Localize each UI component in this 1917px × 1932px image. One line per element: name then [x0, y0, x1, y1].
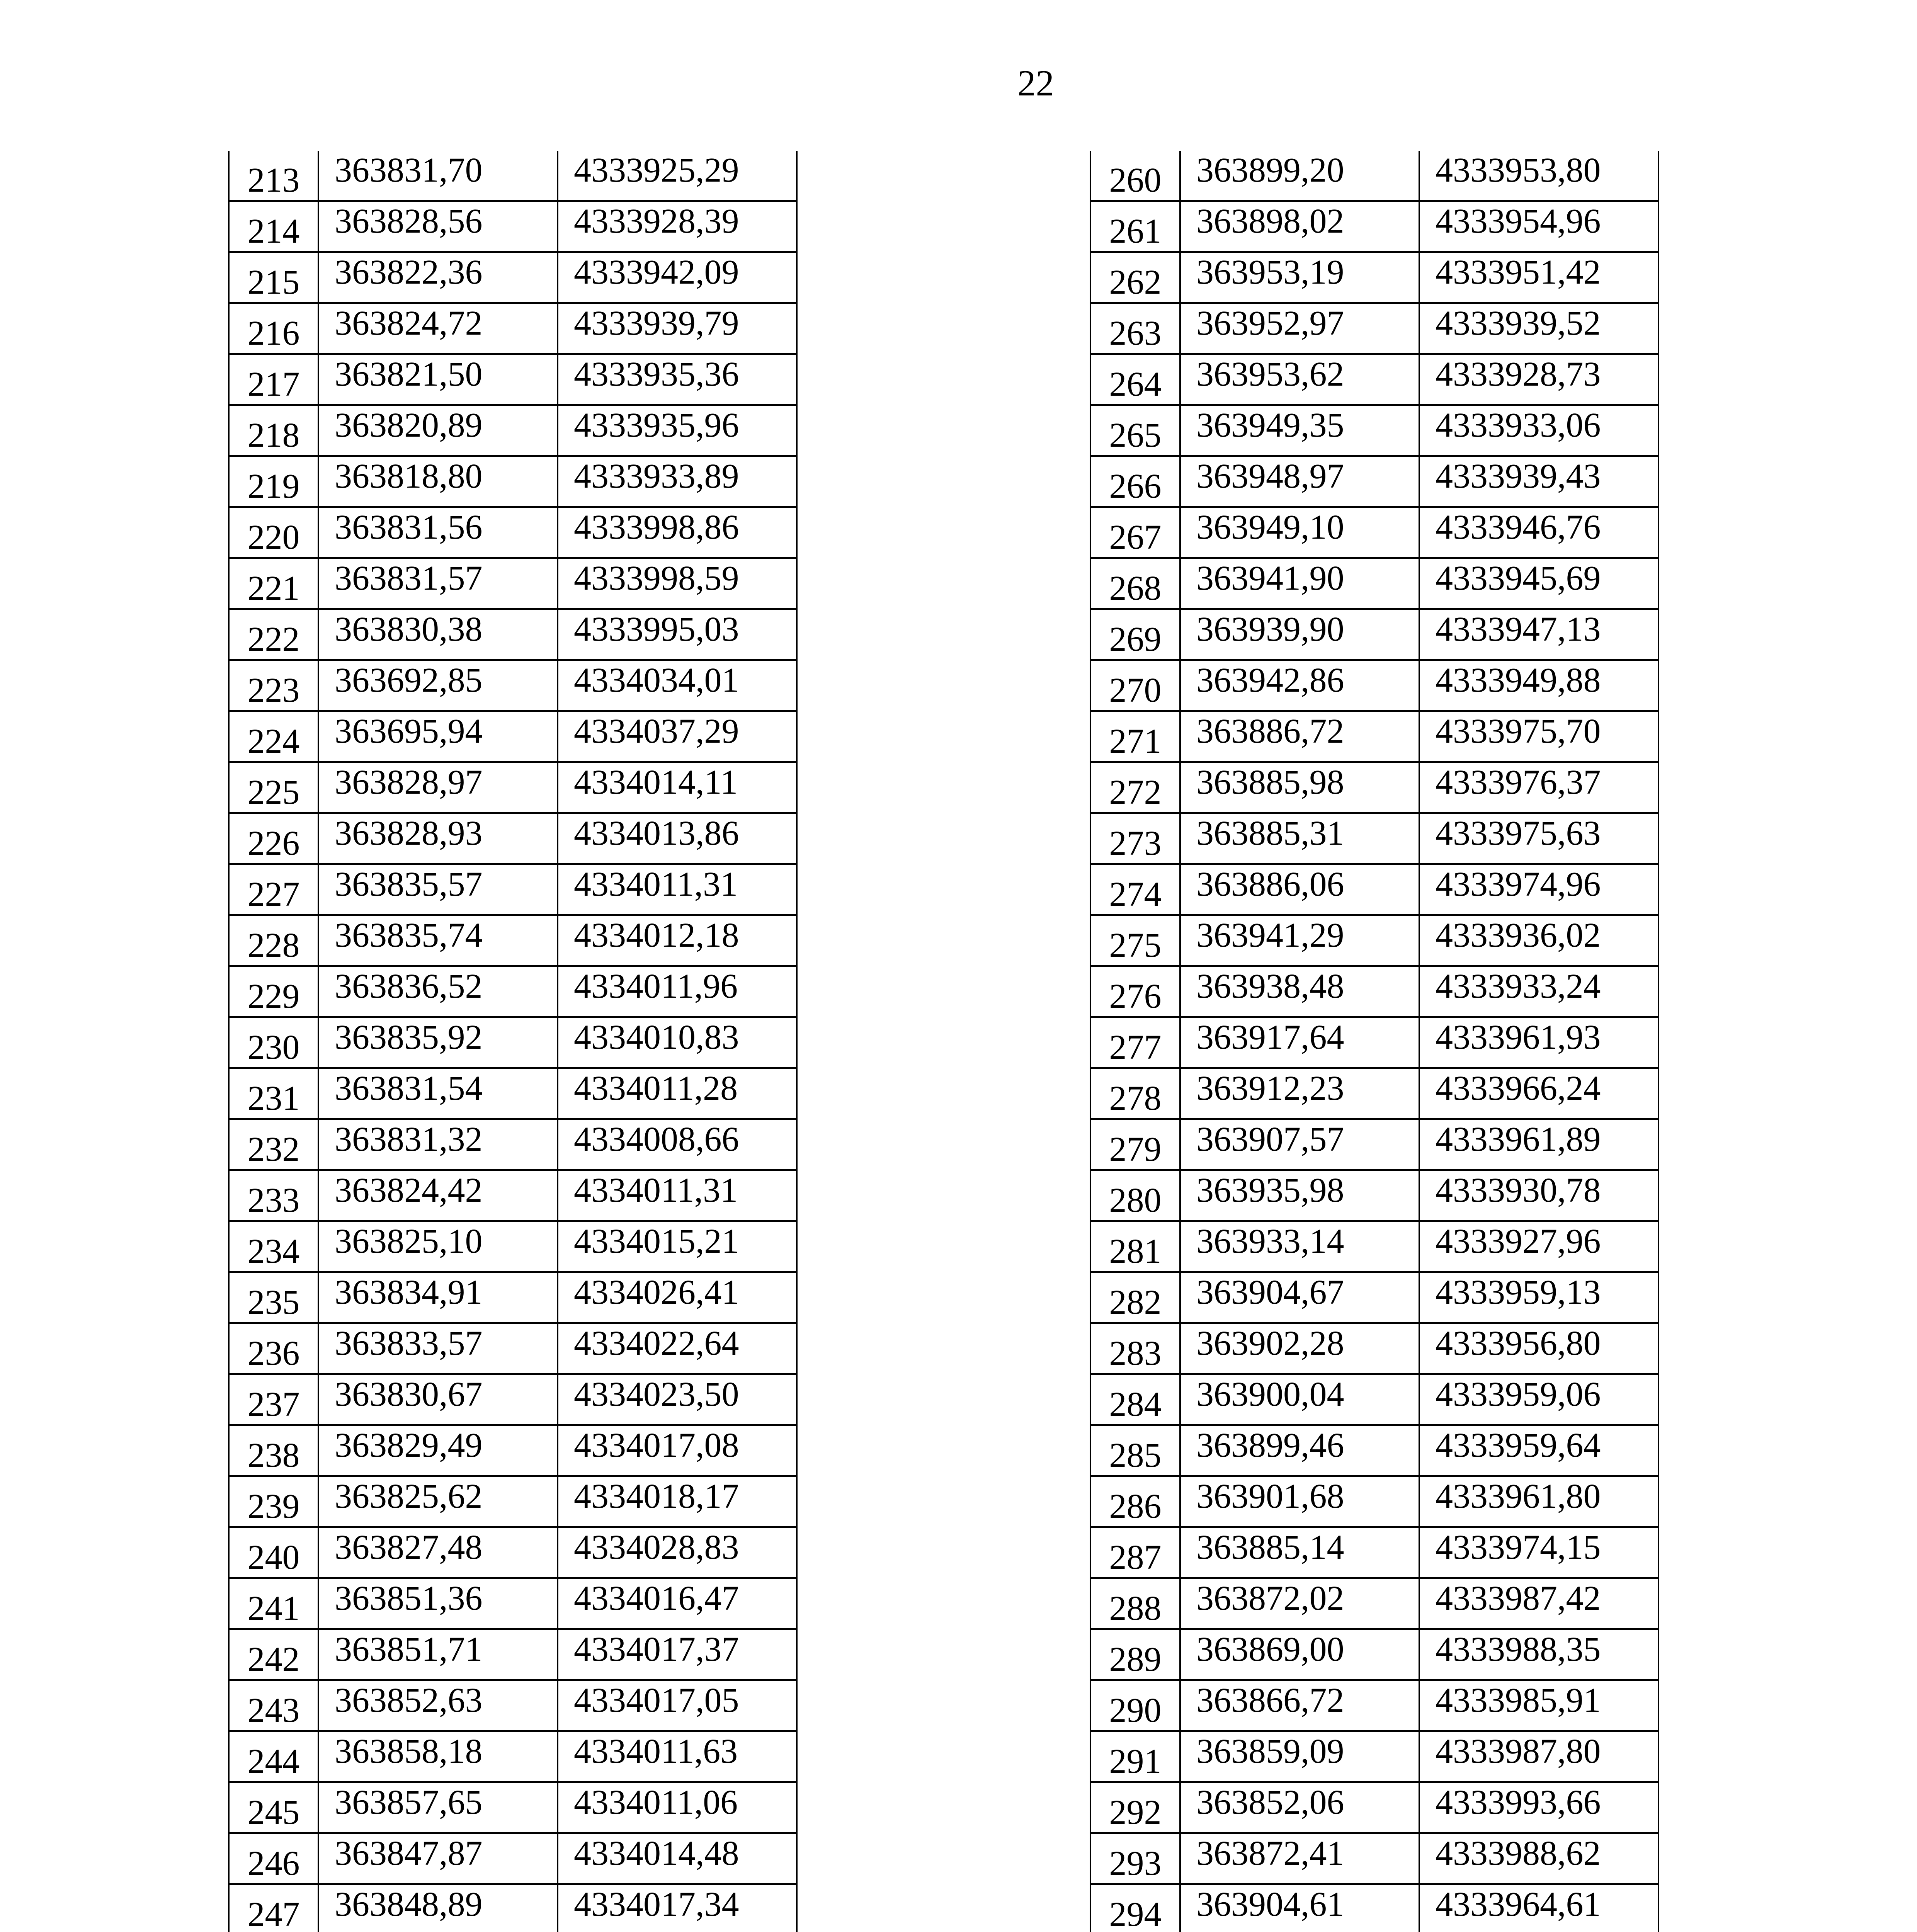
y-coordinate-cell: 4333939,79: [558, 303, 797, 354]
table-row: [1090, 456, 1658, 507]
point-number-cell: 271: [1090, 711, 1180, 762]
table-row: [229, 1017, 797, 1068]
y-coordinate-cell: 4334013,86: [558, 813, 797, 864]
y-coordinate-cell: 4333959,64: [1419, 1425, 1658, 1476]
y-coordinate-cell: 4334015,21: [558, 1221, 797, 1272]
point-number-cell: 290: [1090, 1680, 1180, 1731]
y-coordinate-cell: 4333974,15: [1419, 1527, 1658, 1578]
y-coordinate-cell: 4333942,09: [558, 252, 797, 303]
x-coordinate-cell: 363831,54: [318, 1068, 558, 1119]
x-coordinate-cell: 363938,48: [1180, 966, 1419, 1017]
x-coordinate-cell: 363953,62: [1180, 354, 1419, 405]
y-coordinate-cell: 4333988,35: [1419, 1629, 1658, 1680]
table-row: [229, 1425, 797, 1476]
x-coordinate-cell: 363904,61: [1180, 1884, 1419, 1932]
table-row: [229, 1221, 797, 1272]
x-coordinate-cell: 363935,98: [1180, 1170, 1419, 1221]
point-number-cell: 279: [1090, 1119, 1180, 1170]
x-coordinate-cell: 363902,28: [1180, 1323, 1419, 1374]
x-coordinate-cell: 363818,80: [318, 456, 558, 507]
table-row: [229, 915, 797, 966]
y-coordinate-cell: 4333993,66: [1419, 1782, 1658, 1833]
table-row: [229, 201, 797, 252]
table-row: [229, 1782, 797, 1833]
table-row: [1090, 1017, 1658, 1068]
x-coordinate-cell: 363848,89: [318, 1884, 558, 1932]
y-coordinate-cell: 4334008,66: [558, 1119, 797, 1170]
point-number-cell: 247: [229, 1884, 318, 1932]
x-coordinate-cell: 363829,49: [318, 1425, 558, 1476]
y-coordinate-cell: 4334022,64: [558, 1323, 797, 1374]
table-row: [229, 303, 797, 354]
point-number-cell: 270: [1090, 660, 1180, 711]
point-number-cell: 280: [1090, 1170, 1180, 1221]
point-number-cell: 219: [229, 456, 318, 507]
table-row: [1090, 1272, 1658, 1323]
y-coordinate-cell: 4333959,13: [1419, 1272, 1658, 1323]
table-row: [229, 558, 797, 609]
point-number-cell: 218: [229, 405, 318, 456]
y-coordinate-cell: 4333935,36: [558, 354, 797, 405]
table-row: [229, 813, 797, 864]
table-row: [1090, 1680, 1658, 1731]
table-row: [229, 660, 797, 711]
table-row: [1090, 1629, 1658, 1680]
y-coordinate-cell: 4333953,80: [1419, 151, 1658, 201]
y-coordinate-cell: 4333961,93: [1419, 1017, 1658, 1068]
point-number-cell: 294: [1090, 1884, 1180, 1932]
y-coordinate-cell: 4333998,86: [558, 507, 797, 558]
x-coordinate-cell: 363836,52: [318, 966, 558, 1017]
coordinates-table-body: [229, 151, 797, 1932]
coordinates-table-body: [1090, 151, 1658, 1932]
table-row: [1090, 1119, 1658, 1170]
x-coordinate-cell: 363828,56: [318, 201, 558, 252]
x-coordinate-cell: 363835,92: [318, 1017, 558, 1068]
x-coordinate-cell: 363901,68: [1180, 1476, 1419, 1527]
y-coordinate-cell: 4333933,89: [558, 456, 797, 507]
y-coordinate-cell: 4334011,96: [558, 966, 797, 1017]
x-coordinate-cell: 363949,10: [1180, 507, 1419, 558]
y-coordinate-cell: 4333964,61: [1419, 1884, 1658, 1932]
y-coordinate-cell: 4333961,80: [1419, 1476, 1658, 1527]
y-coordinate-cell: 4334011,06: [558, 1782, 797, 1833]
table-row: [229, 1680, 797, 1731]
point-number-cell: 272: [1090, 762, 1180, 813]
y-coordinate-cell: 4334011,31: [558, 1170, 797, 1221]
point-number-cell: 277: [1090, 1017, 1180, 1068]
table-row: [229, 1374, 797, 1425]
x-coordinate-cell: 363825,10: [318, 1221, 558, 1272]
y-coordinate-cell: 4333935,96: [558, 405, 797, 456]
point-number-cell: 214: [229, 201, 318, 252]
y-coordinate-cell: 4333939,43: [1419, 456, 1658, 507]
page-number: 22: [1017, 63, 1054, 104]
point-number-cell: 291: [1090, 1731, 1180, 1782]
x-coordinate-cell: 363907,57: [1180, 1119, 1419, 1170]
point-number-cell: 238: [229, 1425, 318, 1476]
point-number-cell: 285: [1090, 1425, 1180, 1476]
table-row: [1090, 1221, 1658, 1272]
table-row: [229, 609, 797, 660]
coordinates-table-left: [228, 151, 798, 1932]
point-number-cell: 287: [1090, 1527, 1180, 1578]
point-number-cell: 234: [229, 1221, 318, 1272]
x-coordinate-cell: 363885,98: [1180, 762, 1419, 813]
x-coordinate-cell: 363692,85: [318, 660, 558, 711]
y-coordinate-cell: 4333928,39: [558, 201, 797, 252]
x-coordinate-cell: 363942,86: [1180, 660, 1419, 711]
point-number-cell: 220: [229, 507, 318, 558]
y-coordinate-cell: 4334016,47: [558, 1578, 797, 1629]
x-coordinate-cell: 363828,97: [318, 762, 558, 813]
point-number-cell: 243: [229, 1680, 318, 1731]
y-coordinate-cell: 4334011,63: [558, 1731, 797, 1782]
y-coordinate-cell: 4333945,69: [1419, 558, 1658, 609]
table-row: [1090, 354, 1658, 405]
point-number-cell: 229: [229, 966, 318, 1017]
x-coordinate-cell: 363899,20: [1180, 151, 1419, 201]
x-coordinate-cell: 363939,90: [1180, 609, 1419, 660]
point-number-cell: 264: [1090, 354, 1180, 405]
y-coordinate-cell: 4333987,80: [1419, 1731, 1658, 1782]
point-number-cell: 292: [1090, 1782, 1180, 1833]
point-number-cell: 263: [1090, 303, 1180, 354]
coordinates-table-right: [1090, 151, 1659, 1932]
x-coordinate-cell: 363912,23: [1180, 1068, 1419, 1119]
table-row: [229, 1833, 797, 1884]
table-row: [1090, 864, 1658, 915]
x-coordinate-cell: 363828,93: [318, 813, 558, 864]
point-number-cell: 227: [229, 864, 318, 915]
y-coordinate-cell: 4333925,29: [558, 151, 797, 201]
table-row: [229, 507, 797, 558]
table-row: [1090, 762, 1658, 813]
point-number-cell: 230: [229, 1017, 318, 1068]
point-number-cell: 240: [229, 1527, 318, 1578]
x-coordinate-cell: 363917,64: [1180, 1017, 1419, 1068]
point-number-cell: 260: [1090, 151, 1180, 201]
x-coordinate-cell: 363833,57: [318, 1323, 558, 1374]
y-coordinate-cell: 4333976,37: [1419, 762, 1658, 813]
point-number-cell: 241: [229, 1578, 318, 1629]
table-row: [1090, 1425, 1658, 1476]
table-row: [229, 1170, 797, 1221]
table-row: [229, 1068, 797, 1119]
table-row: [229, 456, 797, 507]
point-number-cell: 286: [1090, 1476, 1180, 1527]
x-coordinate-cell: 363885,14: [1180, 1527, 1419, 1578]
y-coordinate-cell: 4333988,62: [1419, 1833, 1658, 1884]
point-number-cell: 273: [1090, 813, 1180, 864]
table-row: [1090, 1527, 1658, 1578]
y-coordinate-cell: 4333975,70: [1419, 711, 1658, 762]
y-coordinate-cell: 4333939,52: [1419, 303, 1658, 354]
point-number-cell: 221: [229, 558, 318, 609]
point-number-cell: 269: [1090, 609, 1180, 660]
point-number-cell: 281: [1090, 1221, 1180, 1272]
table-row: [229, 1272, 797, 1323]
x-coordinate-cell: 363872,41: [1180, 1833, 1419, 1884]
table-row: [1090, 711, 1658, 762]
table-row: [1090, 1170, 1658, 1221]
table-row: [1090, 1782, 1658, 1833]
x-coordinate-cell: 363886,72: [1180, 711, 1419, 762]
x-coordinate-cell: 363834,91: [318, 1272, 558, 1323]
y-coordinate-cell: 4333951,42: [1419, 252, 1658, 303]
x-coordinate-cell: 363831,57: [318, 558, 558, 609]
table-row: [229, 966, 797, 1017]
x-coordinate-cell: 363851,36: [318, 1578, 558, 1629]
x-coordinate-cell: 363899,46: [1180, 1425, 1419, 1476]
point-number-cell: 213: [229, 151, 318, 201]
table-row: [229, 762, 797, 813]
point-number-cell: 293: [1090, 1833, 1180, 1884]
point-number-cell: 225: [229, 762, 318, 813]
x-coordinate-cell: 363898,02: [1180, 201, 1419, 252]
x-coordinate-cell: 363830,67: [318, 1374, 558, 1425]
x-coordinate-cell: 363900,04: [1180, 1374, 1419, 1425]
table-row: [229, 1629, 797, 1680]
y-coordinate-cell: 4333933,06: [1419, 405, 1658, 456]
x-coordinate-cell: 363835,57: [318, 864, 558, 915]
point-number-cell: 228: [229, 915, 318, 966]
point-number-cell: 267: [1090, 507, 1180, 558]
x-coordinate-cell: 363821,50: [318, 354, 558, 405]
table-row: [229, 711, 797, 762]
table-row: [229, 1578, 797, 1629]
x-coordinate-cell: 363941,90: [1180, 558, 1419, 609]
x-coordinate-cell: 363835,74: [318, 915, 558, 966]
point-number-cell: 282: [1090, 1272, 1180, 1323]
table-row: [1090, 151, 1658, 201]
table-row: [229, 1884, 797, 1932]
y-coordinate-cell: 4333927,96: [1419, 1221, 1658, 1272]
point-number-cell: 217: [229, 354, 318, 405]
point-number-cell: 235: [229, 1272, 318, 1323]
y-coordinate-cell: 4334011,28: [558, 1068, 797, 1119]
point-number-cell: 242: [229, 1629, 318, 1680]
x-coordinate-cell: 363859,09: [1180, 1731, 1419, 1782]
y-coordinate-cell: 4333933,24: [1419, 966, 1658, 1017]
y-coordinate-cell: 4334011,31: [558, 864, 797, 915]
y-coordinate-cell: 4333987,42: [1419, 1578, 1658, 1629]
x-coordinate-cell: 363824,42: [318, 1170, 558, 1221]
table-row: [1090, 1833, 1658, 1884]
x-coordinate-cell: 363830,38: [318, 609, 558, 660]
table-row: [1090, 1731, 1658, 1782]
point-number-cell: 231: [229, 1068, 318, 1119]
x-coordinate-cell: 363933,14: [1180, 1221, 1419, 1272]
point-number-cell: 223: [229, 660, 318, 711]
y-coordinate-cell: 4334017,34: [558, 1884, 797, 1932]
x-coordinate-cell: 363822,36: [318, 252, 558, 303]
x-coordinate-cell: 363852,06: [1180, 1782, 1419, 1833]
table-row: [1090, 813, 1658, 864]
table-row: [1090, 609, 1658, 660]
table-row: [229, 1323, 797, 1374]
x-coordinate-cell: 363831,32: [318, 1119, 558, 1170]
y-coordinate-cell: 4333959,06: [1419, 1374, 1658, 1425]
point-number-cell: 236: [229, 1323, 318, 1374]
x-coordinate-cell: 363820,89: [318, 405, 558, 456]
y-coordinate-cell: 4334012,18: [558, 915, 797, 966]
table-row: [1090, 915, 1658, 966]
y-coordinate-cell: 4334034,01: [558, 660, 797, 711]
point-number-cell: 216: [229, 303, 318, 354]
table-row: [229, 151, 797, 201]
table-row: [1090, 1476, 1658, 1527]
y-coordinate-cell: 4333949,88: [1419, 660, 1658, 711]
y-coordinate-cell: 4333974,96: [1419, 864, 1658, 915]
table-row: [229, 354, 797, 405]
point-number-cell: 274: [1090, 864, 1180, 915]
point-number-cell: 283: [1090, 1323, 1180, 1374]
x-coordinate-cell: 363857,65: [318, 1782, 558, 1833]
point-number-cell: 215: [229, 252, 318, 303]
x-coordinate-cell: 363904,67: [1180, 1272, 1419, 1323]
y-coordinate-cell: 4334014,48: [558, 1833, 797, 1884]
y-coordinate-cell: 4334023,50: [558, 1374, 797, 1425]
x-coordinate-cell: 363885,31: [1180, 813, 1419, 864]
point-number-cell: 222: [229, 609, 318, 660]
y-coordinate-cell: 4333928,73: [1419, 354, 1658, 405]
y-coordinate-cell: 4334014,11: [558, 762, 797, 813]
table-row: [1090, 303, 1658, 354]
point-number-cell: 237: [229, 1374, 318, 1425]
x-coordinate-cell: 363866,72: [1180, 1680, 1419, 1731]
table-row: [1090, 1578, 1658, 1629]
point-number-cell: 244: [229, 1731, 318, 1782]
y-coordinate-cell: 4333966,24: [1419, 1068, 1658, 1119]
point-number-cell: 268: [1090, 558, 1180, 609]
table-row: [1090, 1374, 1658, 1425]
y-coordinate-cell: 4334010,83: [558, 1017, 797, 1068]
x-coordinate-cell: 363952,97: [1180, 303, 1419, 354]
y-coordinate-cell: 4334018,17: [558, 1476, 797, 1527]
point-number-cell: 226: [229, 813, 318, 864]
point-number-cell: 278: [1090, 1068, 1180, 1119]
point-number-cell: 261: [1090, 201, 1180, 252]
x-coordinate-cell: 363948,97: [1180, 456, 1419, 507]
x-coordinate-cell: 363852,63: [318, 1680, 558, 1731]
point-number-cell: 276: [1090, 966, 1180, 1017]
x-coordinate-cell: 363831,70: [318, 151, 558, 201]
point-number-cell: 245: [229, 1782, 318, 1833]
y-coordinate-cell: 4333961,89: [1419, 1119, 1658, 1170]
point-number-cell: 266: [1090, 456, 1180, 507]
y-coordinate-cell: 4333936,02: [1419, 915, 1658, 966]
point-number-cell: 289: [1090, 1629, 1180, 1680]
table-row: [1090, 507, 1658, 558]
point-number-cell: 288: [1090, 1578, 1180, 1629]
table-row: [229, 252, 797, 303]
table-row: [1090, 558, 1658, 609]
point-number-cell: 224: [229, 711, 318, 762]
table-row: [229, 405, 797, 456]
point-number-cell: 233: [229, 1170, 318, 1221]
table-row: [229, 1119, 797, 1170]
y-coordinate-cell: 4333956,80: [1419, 1323, 1658, 1374]
point-number-cell: 284: [1090, 1374, 1180, 1425]
table-row: [1090, 201, 1658, 252]
point-number-cell: 239: [229, 1476, 318, 1527]
table-row: [229, 864, 797, 915]
point-number-cell: 232: [229, 1119, 318, 1170]
table-row: [1090, 1323, 1658, 1374]
y-coordinate-cell: 4333975,63: [1419, 813, 1658, 864]
point-number-cell: 246: [229, 1833, 318, 1884]
y-coordinate-cell: 4333998,59: [558, 558, 797, 609]
y-coordinate-cell: 4333946,76: [1419, 507, 1658, 558]
point-number-cell: 262: [1090, 252, 1180, 303]
x-coordinate-cell: 363827,48: [318, 1527, 558, 1578]
x-coordinate-cell: 363941,29: [1180, 915, 1419, 966]
table-row: [1090, 1884, 1658, 1932]
table-row: [1090, 252, 1658, 303]
table-row: [1090, 405, 1658, 456]
x-coordinate-cell: 363847,87: [318, 1833, 558, 1884]
x-coordinate-cell: 363872,02: [1180, 1578, 1419, 1629]
x-coordinate-cell: 363949,35: [1180, 405, 1419, 456]
x-coordinate-cell: 363825,62: [318, 1476, 558, 1527]
y-coordinate-cell: 4334028,83: [558, 1527, 797, 1578]
x-coordinate-cell: 363695,94: [318, 711, 558, 762]
x-coordinate-cell: 363869,00: [1180, 1629, 1419, 1680]
y-coordinate-cell: 4334037,29: [558, 711, 797, 762]
table-row: [229, 1731, 797, 1782]
x-coordinate-cell: 363858,18: [318, 1731, 558, 1782]
y-coordinate-cell: 4333947,13: [1419, 609, 1658, 660]
table-row: [1090, 966, 1658, 1017]
x-coordinate-cell: 363851,71: [318, 1629, 558, 1680]
y-coordinate-cell: 4333995,03: [558, 609, 797, 660]
y-coordinate-cell: 4334017,05: [558, 1680, 797, 1731]
x-coordinate-cell: 363824,72: [318, 303, 558, 354]
point-number-cell: 265: [1090, 405, 1180, 456]
y-coordinate-cell: 4334026,41: [558, 1272, 797, 1323]
table-row: [229, 1527, 797, 1578]
x-coordinate-cell: 363831,56: [318, 507, 558, 558]
y-coordinate-cell: 4334017,37: [558, 1629, 797, 1680]
x-coordinate-cell: 363953,19: [1180, 252, 1419, 303]
y-coordinate-cell: 4333954,96: [1419, 201, 1658, 252]
table-row: [229, 1476, 797, 1527]
table-row: [1090, 1068, 1658, 1119]
table-row: [1090, 660, 1658, 711]
point-number-cell: 275: [1090, 915, 1180, 966]
y-coordinate-cell: 4333985,91: [1419, 1680, 1658, 1731]
y-coordinate-cell: 4334017,08: [558, 1425, 797, 1476]
y-coordinate-cell: 4333930,78: [1419, 1170, 1658, 1221]
x-coordinate-cell: 363886,06: [1180, 864, 1419, 915]
